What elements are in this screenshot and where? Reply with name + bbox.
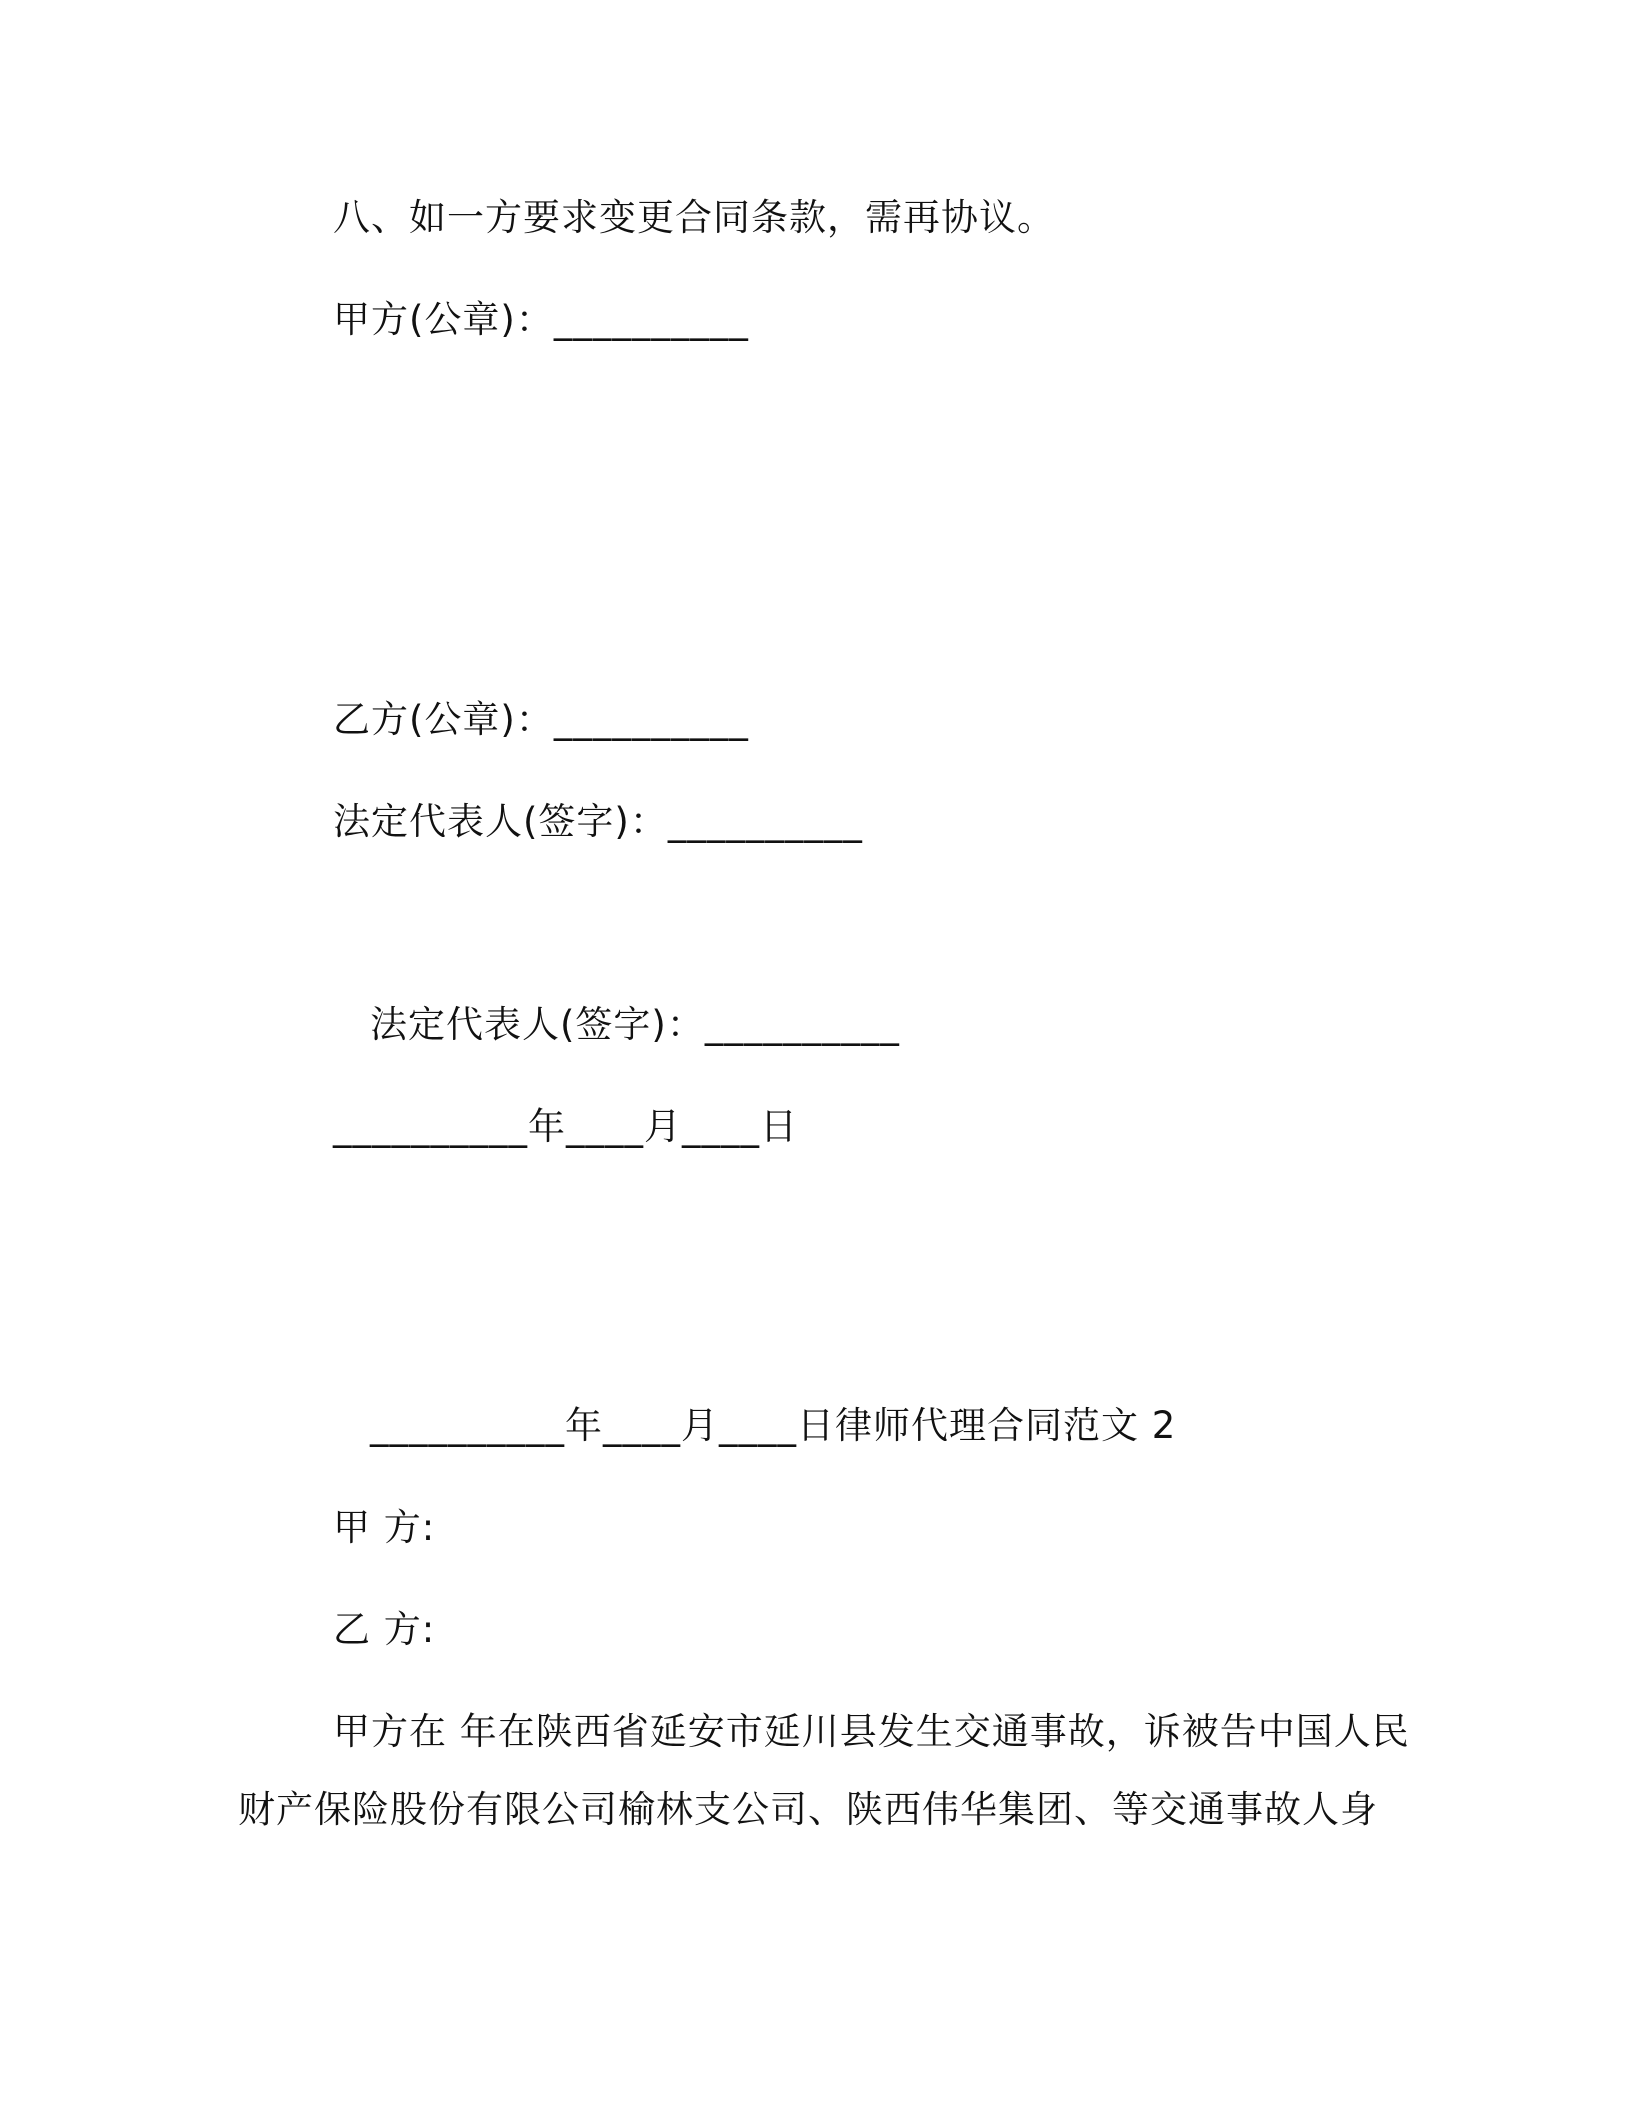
body-paragraph-line-1: 甲方在 年在陕西省延安市延川县发生交通事故，诉被告中国人民: [333, 1710, 1410, 1753]
signing-date-field: __________年____月____日: [333, 1105, 798, 1148]
contract-2-title: __________年____月____日律师代理合同范文 2: [370, 1404, 1177, 1447]
party-b-label: 乙 方:: [333, 1608, 436, 1651]
legal-representative-signature-field-2: 法定代表人(签字)：__________: [370, 1003, 900, 1046]
party-a-label: 甲 方:: [333, 1506, 436, 1549]
legal-representative-signature-field: 法定代表人(签字)：__________: [333, 800, 863, 843]
party-a-seal-field: 甲方(公章)：__________: [333, 298, 749, 341]
party-b-seal-field: 乙方(公章)：__________: [333, 698, 749, 741]
clause-8-text: 八、如一方要求变更合同条款，需再协议。: [333, 196, 1055, 239]
body-paragraph-line-2: 财产保险股份有限公司榆林支公司、陕西伟华集团、等交通事故人身: [238, 1788, 1378, 1831]
